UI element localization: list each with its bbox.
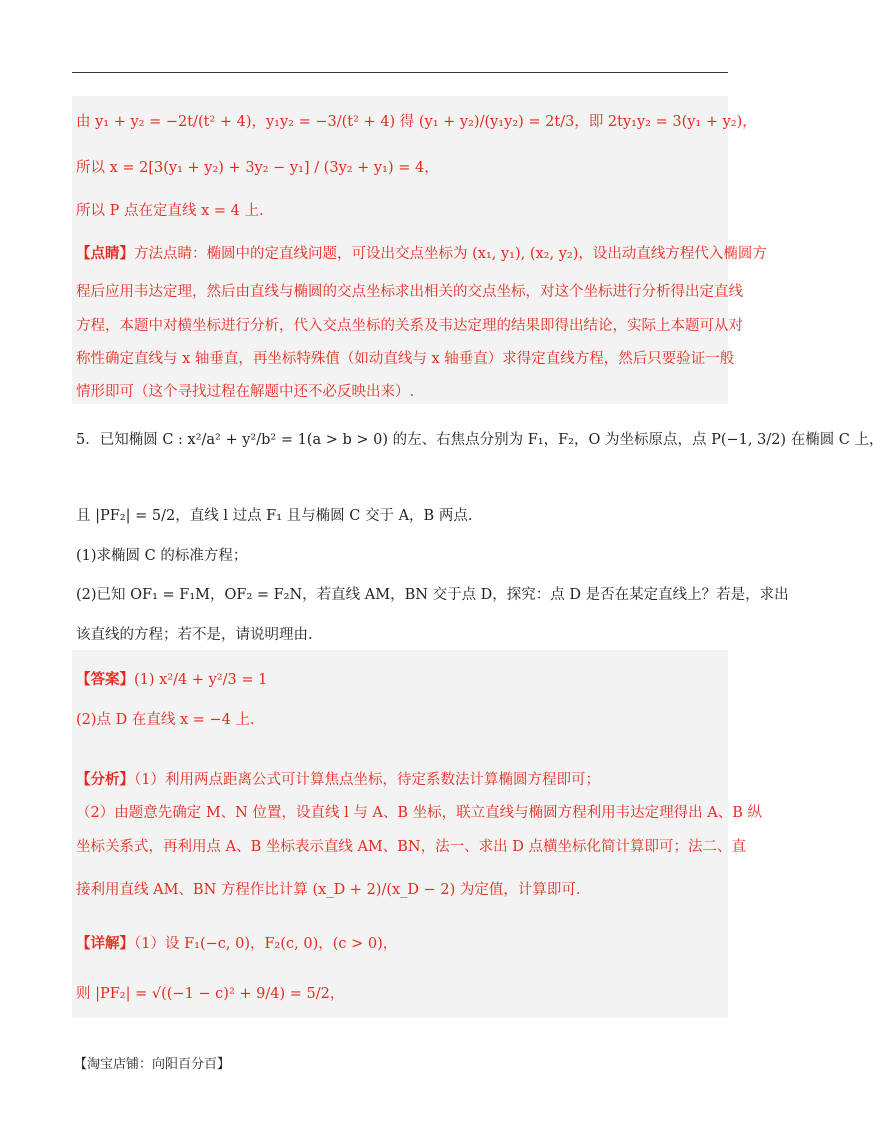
- answer-label: 【答案】: [76, 671, 134, 688]
- analysis-line-3: 坐标关系式，再利用点 A、B 坐标表示直线 AM、BN，法一、求出 D 点横坐标化简计算即可；法二、直: [76, 839, 746, 855]
- problem-line-1: 5．已知椭圆 C : x²/a² + y²/b² = 1(a > b > 0) 的左、右焦点分别为 F₁，F₂，O 为坐标原点，点 P(−1, 3/2) 在椭圆 C 上，: [76, 432, 884, 448]
- analysis-line-4: 接利用直线 AM、BN 方程作比计算 (x_D + 2)/(x_D − 2) 为定值，计算即可.: [76, 882, 581, 898]
- problem-part-1: (1)求椭圆 C 的标准方程；: [76, 548, 248, 564]
- problem-part-2a: (2)已知 OF₁ = F₁M，OF₂ = F₂N，若直线 AM，BN 交于点 D，探究：点 D 是否在某定直线上？若是，求出: [76, 587, 789, 603]
- problem-part-2b: 该直线的方程；若不是，请说明理由.: [76, 627, 313, 643]
- analysis-line-2: （2）由题意先确定 M、N 位置，设直线 l 与 A、B 坐标，联立直线与椭圆方程利用韦达定理得出 A、B 纵: [76, 805, 763, 821]
- comment-line-4: 称性确定直线与 x 轴垂直，再坐标特殊值（如动直线与 x 轴垂直）求得定直线方程，然后只要验证一般: [76, 351, 735, 367]
- answer-line-1: [76, 670, 726, 690]
- solution-line-3: 所以 P 点在定直线 x = 4 上.: [76, 203, 264, 219]
- analysis-text-1: （1）利用两点距离公式可计算焦点坐标，待定系数法计算椭圆方程即可；: [134, 772, 600, 788]
- comment-line-5: 情形即可（这个寻找过程在解题中还不必反映出来）.: [76, 384, 415, 400]
- problem-line-2: 且 |PF₂| = 5/2，直线 l 过点 F₁ 且与椭圆 C 交于 A，B 两点.: [76, 508, 473, 524]
- answer-line-2: (2)点 D 在直线 x = −4 上.: [76, 712, 255, 728]
- solution-line-1: 由 y₁ + y₂ = −2t/(t² + 4)，y₁y₂ = −3/(t² + 4) 得 (y₁ + y₂)/(y₁y₂) = 2t/3，即 2ty₁y₂ = 3(y₁ + y₂)，: [76, 114, 757, 130]
- comment-line-2: 程后应用韦达定理，然后由直线与椭圆的交点坐标求出相关的交点坐标，对这个坐标进行分析得出定直线: [76, 284, 743, 300]
- solution-line-2: 所以 x = 2[3(y₁ + y₂) + 3y₂ − y₁] / (3y₂ + y₁) = 4，: [76, 160, 439, 176]
- analysis-label: 【分析】: [76, 771, 134, 788]
- answer-text-1: (1) x²/4 + y²/3 = 1: [134, 672, 268, 688]
- shop-footer: 【淘宝店铺：向阳百分百】: [74, 1057, 231, 1072]
- comment-text-1: 方法点睛：椭圆中的定直线问题，可设出交点坐标为 (x₁, y₁), (x₂, y₂)，设出动直线方程代入椭圆方: [134, 246, 767, 262]
- detail-line-2: 则 |PF₂| = √((−1 − c)² + 9/4) = 5/2，: [76, 986, 345, 1002]
- detail-label: 【详解】: [76, 935, 134, 952]
- detail-line-1: [76, 934, 726, 954]
- comment-line-3: 方程，本题中对横坐标进行分析，代入交点坐标的关系及韦达定理的结果即得出结论，实际上本题可从对: [76, 318, 743, 334]
- comment-line-1: [76, 244, 767, 264]
- header-rule: [72, 72, 728, 73]
- detail-text-1: （1）设 F₁(−c, 0)，F₂(c, 0)，(c > 0)，: [134, 936, 398, 952]
- comment-label: 【点睛】: [76, 245, 134, 262]
- analysis-line-1: [76, 770, 726, 790]
- solution-band-bottom: [72, 650, 763, 1018]
